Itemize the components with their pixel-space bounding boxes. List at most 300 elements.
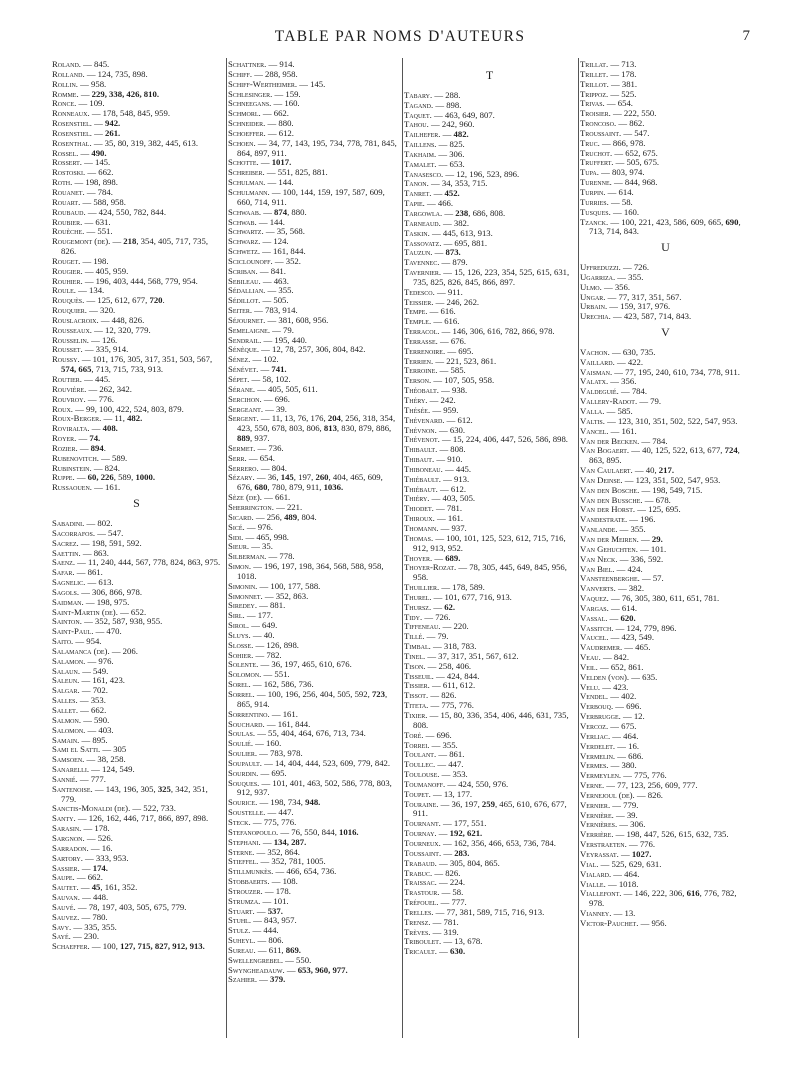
page-reference: — 355. bbox=[429, 739, 458, 750]
page-reference: — 702. bbox=[79, 685, 108, 696]
page-reference-bold: 894 bbox=[90, 442, 104, 453]
page-reference: — 423. bbox=[600, 681, 629, 692]
author-name: Tedesco. bbox=[404, 286, 435, 297]
page-reference: — 911. bbox=[434, 286, 463, 297]
page-reference: — 696. bbox=[423, 729, 452, 740]
page-reference: — 824. bbox=[91, 462, 120, 473]
author-name: Sherrington. bbox=[228, 501, 274, 512]
author-name: Thiéry. bbox=[404, 493, 430, 504]
author-name: Velden (von). bbox=[580, 671, 630, 682]
page-reference: — 39. bbox=[263, 403, 287, 414]
index-entry bbox=[404, 563, 576, 583]
page-reference-bold: 720 bbox=[149, 295, 163, 306]
author-name: Takhaim. bbox=[404, 148, 437, 159]
page-reference: — 161. bbox=[434, 513, 464, 524]
author-name: Théobalt. bbox=[404, 385, 439, 396]
author-name: Roubaud. bbox=[52, 206, 86, 217]
author-name: Triboulet. bbox=[404, 936, 442, 947]
author-name: Sieur. bbox=[228, 541, 250, 552]
page-reference: — 160. bbox=[610, 206, 640, 217]
author-name: Turenne. bbox=[580, 177, 612, 188]
author-name: Schmorl. bbox=[228, 108, 261, 119]
author-name: Verdelet. bbox=[580, 740, 616, 751]
page-reference: — 178. bbox=[608, 68, 637, 79]
page-reference: — bbox=[436, 828, 450, 839]
author-name: Thursz. bbox=[404, 601, 432, 612]
page-reference: — 736. bbox=[255, 442, 284, 453]
page-reference: — 16. bbox=[88, 842, 113, 853]
page-reference: — 76, 550, 844, bbox=[278, 826, 340, 837]
author-name: Rouvière. bbox=[52, 383, 87, 394]
page-reference: — 826. bbox=[634, 789, 663, 800]
author-name: Tillé. bbox=[404, 631, 425, 642]
page-reference: — 39. bbox=[613, 809, 638, 820]
author-name: Sagols. bbox=[52, 586, 80, 597]
page-reference: — 178. bbox=[262, 885, 291, 896]
page-reference: — 777. bbox=[77, 773, 106, 784]
page-reference-bold: 724 bbox=[724, 445, 738, 456]
author-name: Sureau. bbox=[228, 944, 256, 955]
author-name: Schotte. bbox=[228, 157, 259, 168]
author-name: Tagand. bbox=[404, 99, 434, 110]
page-reference: — 726. bbox=[422, 611, 451, 622]
author-name: Ronce. bbox=[52, 98, 77, 109]
page-reference: — 198, 447, 526, 615, 632, 735. bbox=[613, 829, 729, 840]
author-name: Rouslacroix. bbox=[52, 314, 99, 325]
author-name: Sercihon. bbox=[228, 393, 262, 404]
author-name: Terrasse. bbox=[404, 335, 438, 346]
author-name: Veyrassat. bbox=[580, 848, 619, 859]
page-reference: — 242, 960. bbox=[428, 119, 475, 130]
page-reference: — 783, 978. bbox=[257, 748, 303, 759]
page-reference: — 661. bbox=[261, 492, 291, 503]
author-name: Torrei. bbox=[404, 739, 430, 750]
author-name: Vandestrate. bbox=[580, 514, 628, 525]
author-name: Traissac. bbox=[404, 877, 437, 888]
page-reference: , 776, 782, 978. bbox=[589, 888, 737, 909]
page-reference: , 865, 914. bbox=[237, 689, 388, 709]
page-reference: — 12, 196, 523, 896. bbox=[443, 168, 520, 179]
page-reference: — 143, 196, 305, bbox=[92, 783, 158, 794]
page-reference: — 781. bbox=[430, 916, 459, 927]
author-name: Turpin. bbox=[580, 186, 606, 197]
page-reference: — bbox=[258, 364, 272, 375]
author-name: Rousset. bbox=[52, 344, 83, 355]
author-name: Vernier. bbox=[580, 799, 611, 810]
page-reference: , 465, 610, 676, 677, 911. bbox=[413, 798, 567, 819]
index-entry bbox=[52, 942, 222, 952]
page-reference: — bbox=[78, 88, 92, 99]
index-column-4 bbox=[580, 60, 752, 929]
author-name: Vanlande. bbox=[580, 524, 618, 535]
page-reference-bold: 689. bbox=[445, 552, 461, 563]
page-reference: — 305, 804, 865. bbox=[436, 857, 500, 868]
page-reference: — 352. bbox=[272, 255, 301, 266]
page-reference: — 355. bbox=[615, 271, 644, 282]
page-reference: , 713, 714, 843. bbox=[589, 216, 741, 237]
author-name: Van Gehuchten. bbox=[580, 543, 638, 554]
author-name: Savy. bbox=[52, 921, 72, 932]
page-reference: — 159, 317, 976. bbox=[607, 301, 671, 312]
author-name: Sénez. bbox=[228, 354, 251, 365]
page-reference: — 335, 914. bbox=[82, 344, 129, 355]
author-name: Soupault. bbox=[228, 757, 262, 768]
page-reference: — 146, 222, 306, bbox=[621, 888, 687, 899]
index-entry bbox=[228, 690, 400, 710]
author-name: Terracol. bbox=[404, 326, 440, 337]
page-reference: — 589. bbox=[98, 452, 128, 463]
page-reference: — 959. bbox=[430, 404, 459, 415]
page-reference: — 77, 195, 240, 610, 734, 778, 911. bbox=[612, 366, 740, 377]
author-name: Tarneaud. bbox=[404, 217, 441, 228]
author-name: Sciclounoff. bbox=[228, 255, 273, 266]
author-name: Salles. bbox=[52, 695, 78, 706]
author-name: Semelaigne. bbox=[228, 324, 270, 335]
page-number: 7 bbox=[742, 28, 750, 44]
author-name: Roubier. bbox=[52, 216, 83, 227]
author-name: Titeta. bbox=[404, 700, 429, 711]
author-name: Sédallian. bbox=[228, 285, 266, 296]
page-reference: — 11, 240, 444, 567, 778, 824, 863, 975. bbox=[75, 557, 221, 568]
author-name: Van Bogaert. bbox=[580, 445, 630, 456]
page-reference: — 162, 356, 466, 653, 736, 784. bbox=[440, 837, 556, 848]
author-name: Thomann. bbox=[404, 522, 439, 533]
page-reference: — 463, 649, 807. bbox=[431, 109, 495, 120]
page-reference: — 780. bbox=[79, 911, 108, 922]
author-name: Rouèche. bbox=[52, 226, 85, 237]
page-reference: — 775, 776. bbox=[428, 700, 474, 711]
author-name: Tixier. bbox=[404, 710, 428, 720]
page-reference: — 79. bbox=[637, 396, 662, 407]
index-entry bbox=[580, 218, 752, 238]
page-reference: — 445. bbox=[81, 374, 111, 384]
index-entry bbox=[52, 483, 222, 493]
author-name: Roux-Berger. bbox=[52, 413, 102, 424]
author-name: Sohier. bbox=[228, 649, 254, 660]
page-reference: — bbox=[110, 236, 124, 247]
author-name: Thoyer. bbox=[404, 552, 433, 563]
author-name: Toré. bbox=[404, 729, 424, 740]
author-name: Sergent. bbox=[228, 413, 259, 424]
page-reference: — 895. bbox=[79, 734, 108, 745]
page-reference: — 630, 735. bbox=[609, 346, 656, 357]
page-reference: — bbox=[79, 862, 93, 873]
page-reference: — 36, 197, bbox=[438, 798, 482, 809]
page-reference: — 448, 826. bbox=[98, 314, 145, 325]
page-reference: — 585. bbox=[604, 406, 633, 416]
page-reference: — 464. bbox=[611, 868, 640, 879]
author-name: Rubinstein. bbox=[52, 462, 92, 473]
page-reference: — 159. bbox=[272, 88, 301, 99]
page-reference: — bbox=[284, 964, 298, 975]
author-name: Rousselin. bbox=[52, 334, 89, 345]
page-reference: — 630. bbox=[436, 424, 466, 435]
author-name: Ulmo. bbox=[580, 281, 602, 292]
page-reference: — 356. bbox=[601, 281, 631, 292]
page-reference: — 447. bbox=[265, 807, 294, 818]
author-name: Taskin. bbox=[404, 227, 430, 238]
page-reference: . bbox=[103, 442, 106, 453]
author-name: Suheyl. bbox=[228, 935, 256, 946]
page-reference: — 958. bbox=[77, 78, 107, 89]
page-reference: — 826. bbox=[432, 867, 461, 878]
author-name: Vassal. bbox=[580, 612, 608, 623]
page-reference: — 551. bbox=[84, 226, 113, 237]
author-name: Roland. bbox=[52, 59, 81, 69]
page-reference: — 423, 549. bbox=[608, 632, 655, 643]
author-name: Terrien. bbox=[404, 355, 434, 366]
page-reference: — 631. bbox=[82, 216, 111, 227]
page-reference: — 549. bbox=[80, 665, 109, 676]
page-reference-bold: 873. bbox=[445, 247, 461, 258]
page-reference: — 783, 914. bbox=[252, 305, 298, 316]
page-reference: — 782. bbox=[253, 649, 282, 660]
page-reference: — 652, 861. bbox=[597, 661, 644, 672]
author-name: Sassier. bbox=[52, 862, 80, 873]
author-name: Sépet. bbox=[228, 374, 250, 384]
author-name: Vaisman. bbox=[580, 366, 613, 377]
column-rule bbox=[402, 58, 403, 1038]
author-name: Rougemont (de). bbox=[52, 236, 111, 247]
author-name: Sézary. bbox=[228, 472, 255, 483]
author-name: Vachon. bbox=[580, 346, 610, 357]
page-reference: — 696. bbox=[613, 701, 642, 712]
page-reference: — 79. bbox=[424, 631, 449, 642]
author-name: Truc. bbox=[580, 137, 600, 148]
page-reference: — 335, 355. bbox=[71, 921, 117, 932]
page-reference-bold: 45 bbox=[91, 882, 101, 893]
page-reference: — 616. bbox=[427, 306, 456, 317]
page-reference: — 910. bbox=[434, 454, 463, 465]
page-reference: — 826. bbox=[428, 690, 457, 701]
page-reference: — 101, 677, 716, 913. bbox=[431, 591, 512, 602]
author-name: Sidi. bbox=[228, 531, 244, 542]
page-reference: , 780, 879, 911, bbox=[267, 482, 324, 493]
page-reference: — 123, 310, 351, 502, 522, 547, 953. bbox=[604, 415, 738, 426]
author-name: Stephani. bbox=[228, 836, 261, 847]
page-reference: — 305 bbox=[100, 744, 127, 755]
page-reference: — bbox=[74, 472, 88, 483]
page-reference: — 195, 440. bbox=[261, 334, 307, 345]
author-name: Tzanck. bbox=[580, 216, 609, 227]
page-reference: — bbox=[442, 207, 456, 218]
page-reference: — 465, 998. bbox=[243, 531, 289, 542]
author-name: Sabadini. bbox=[52, 517, 85, 528]
page-reference: — bbox=[260, 836, 274, 847]
author-name: Sicé. bbox=[228, 521, 245, 532]
author-name: Terrenoire. bbox=[404, 345, 446, 356]
page-reference: — 34, 353, 715. bbox=[428, 178, 488, 189]
index-entry bbox=[228, 473, 400, 493]
page-reference: — 612. bbox=[437, 483, 467, 494]
page-reference: — 356. bbox=[608, 376, 637, 387]
page-reference: — 35, 80, 319, 382, 445, 613. bbox=[91, 137, 199, 148]
author-name: Ugarriza. bbox=[580, 271, 616, 282]
author-name: Rousseaux. bbox=[52, 324, 92, 335]
author-name: Sédillot. bbox=[228, 295, 261, 306]
page-reference-bold: 1016. bbox=[339, 826, 359, 837]
author-name: Souques. bbox=[228, 777, 260, 788]
author-name: Victor-Pauchet. bbox=[580, 917, 639, 928]
index-entry bbox=[52, 785, 222, 805]
page-reference: — bbox=[257, 974, 271, 985]
author-name: Thévenot. bbox=[404, 434, 440, 445]
author-name: Souchard. bbox=[228, 718, 265, 729]
page-reference: — bbox=[440, 129, 454, 140]
page-reference-bold: 616 bbox=[686, 888, 700, 899]
author-name: Tauzun. bbox=[404, 247, 433, 258]
page-reference: — 611, 612. bbox=[429, 680, 476, 691]
page-reference: — 686. bbox=[615, 750, 644, 761]
page-reference: — 382. bbox=[440, 217, 470, 228]
author-name: Veau. bbox=[580, 652, 601, 663]
author-name: Tamalet. bbox=[404, 158, 437, 169]
page-reference: — 198, 549, 715. bbox=[639, 484, 703, 495]
author-name: Slosse. bbox=[228, 639, 254, 650]
author-name: Thibault. bbox=[404, 444, 438, 455]
page-reference: — 58, 102. bbox=[249, 374, 291, 384]
page-reference: , 161, 352. bbox=[100, 882, 138, 893]
author-name: Thurel. bbox=[404, 591, 432, 602]
page-reference: — 695. bbox=[258, 767, 287, 778]
page-reference: — bbox=[432, 247, 446, 258]
page-reference: — 161. bbox=[608, 425, 637, 436]
page-reference-bold: 889 bbox=[237, 433, 251, 444]
author-name: Sorel. bbox=[228, 679, 251, 690]
author-name: Salamon. bbox=[52, 655, 86, 666]
page-reference: , 863, 895. bbox=[589, 445, 740, 466]
page-reference: — 465. bbox=[622, 642, 651, 653]
author-name: Schwarz. bbox=[228, 236, 261, 247]
page-reference: — 652. bbox=[117, 606, 147, 617]
page-reference-bold: 537. bbox=[267, 905, 283, 916]
author-name: Van der Meiren. bbox=[580, 533, 639, 544]
page-reference-bold: 60, 226 bbox=[87, 472, 114, 483]
author-name: Toussaint. bbox=[404, 847, 442, 858]
author-name: Sanarelli. bbox=[52, 764, 89, 775]
author-name: Toupet. bbox=[404, 788, 431, 799]
index-entry bbox=[580, 446, 752, 466]
page-reference: — bbox=[432, 552, 446, 563]
page-reference: , 804. bbox=[297, 511, 317, 522]
author-name: Tanret. bbox=[404, 188, 432, 199]
page-reference: — 616. bbox=[431, 316, 460, 327]
author-name: Sainton. bbox=[52, 616, 82, 627]
page-reference: — 505, 675. bbox=[613, 157, 660, 168]
page-reference: — 662. bbox=[74, 872, 103, 883]
page-reference: — 784. bbox=[618, 386, 648, 397]
page-reference: . bbox=[162, 295, 165, 306]
page-reference: — 845. bbox=[80, 59, 110, 69]
page-reference-bold: 1017. bbox=[271, 157, 292, 168]
page-reference: — 588, 958. bbox=[80, 196, 126, 207]
page-reference-bold: 680 bbox=[254, 482, 268, 493]
page-reference: — 881. bbox=[257, 600, 286, 611]
author-name: Russaouen. bbox=[52, 482, 92, 493]
author-name: Tournant. bbox=[404, 818, 441, 829]
page-reference: — 547. bbox=[95, 527, 124, 538]
page-reference-bold: 174. bbox=[92, 862, 108, 873]
page-reference: — 100, 196, 256, 404, 505, 592, bbox=[254, 689, 372, 699]
page-reference: — 38, 258. bbox=[84, 754, 126, 765]
page-reference: — 221. bbox=[273, 501, 303, 512]
author-name: Stuart. bbox=[228, 905, 255, 916]
page-reference-bold: 134, 287. bbox=[273, 836, 307, 847]
page-reference-bold: 283. bbox=[454, 847, 470, 858]
page-reference: — 505. bbox=[260, 295, 289, 306]
author-name: Sterne. bbox=[228, 846, 255, 857]
page-reference: — 126. bbox=[88, 334, 118, 345]
index-entry bbox=[404, 947, 576, 957]
page-reference-bold: 260 bbox=[315, 472, 329, 483]
author-name: Taquet. bbox=[404, 109, 432, 120]
page-reference: — 422. bbox=[614, 356, 644, 367]
page-reference: — 77, 123, 256, 609, 777. bbox=[604, 780, 698, 791]
page-reference: — 306. bbox=[617, 819, 646, 830]
page-reference: — 775, 776. bbox=[250, 816, 297, 827]
author-name: Saupe. bbox=[52, 872, 75, 883]
author-name: Scriban. bbox=[228, 265, 258, 276]
author-name: Tailhefer. bbox=[404, 129, 441, 140]
page-reference: — 775, 776. bbox=[621, 770, 667, 781]
author-name: Samain. bbox=[52, 734, 80, 745]
page-reference-bold: 574, 665 bbox=[61, 364, 92, 375]
author-name: Tiffeneau. bbox=[404, 621, 441, 632]
author-name: Terroine. bbox=[404, 365, 438, 376]
author-name: Vernières. bbox=[580, 819, 618, 830]
page-reference: — 551, 825, 881. bbox=[264, 167, 328, 178]
page-reference: — 34, 77, 143, 195, 734, 778, 781, 845, 864, 897, 911. bbox=[237, 137, 397, 158]
author-name: Tabary. bbox=[404, 89, 433, 100]
author-name: Vial. bbox=[580, 858, 599, 869]
page-reference-bold: 452. bbox=[444, 188, 460, 199]
page-reference: — 861. bbox=[74, 567, 103, 578]
author-name: Sénévet. bbox=[228, 364, 259, 375]
author-name: Trelles. bbox=[404, 906, 434, 917]
author-name: Schwetz. bbox=[228, 246, 260, 257]
author-name: Verliac. bbox=[580, 730, 611, 741]
page-reference: — 590. bbox=[81, 714, 110, 725]
page-reference: — 12, 320, 779. bbox=[91, 324, 151, 335]
author-name: Tison. bbox=[404, 660, 426, 671]
author-name: Sacorrafos. bbox=[52, 527, 96, 538]
author-name: Trastour. bbox=[404, 887, 440, 898]
author-name: Sendrail. bbox=[228, 334, 262, 345]
page-reference: — 352, 863. bbox=[262, 590, 309, 601]
page-reference: — 803, 974. bbox=[598, 167, 645, 178]
page-reference: — 954. bbox=[73, 636, 102, 647]
author-name: Schneider. bbox=[228, 118, 266, 129]
author-name: Saito. bbox=[52, 636, 74, 647]
author-name: Trillat. bbox=[580, 59, 609, 69]
author-name: Sirol. bbox=[228, 620, 250, 631]
author-name: Schneegans. bbox=[228, 98, 272, 109]
page-reference: — 79. bbox=[270, 324, 294, 335]
author-name: Troussaint. bbox=[580, 127, 622, 138]
author-name: Rouanet. bbox=[52, 186, 85, 197]
author-name: Timbal. bbox=[404, 641, 431, 652]
author-name: Vialard. bbox=[580, 868, 612, 879]
author-name: Toullec. bbox=[404, 759, 436, 770]
page-reference: — 696. bbox=[261, 393, 290, 404]
page-reference: — 879. bbox=[439, 257, 468, 268]
page-reference: — 776. bbox=[85, 393, 114, 404]
author-name: Vaucel. bbox=[580, 632, 609, 643]
page-reference: — 352, 864. bbox=[254, 846, 300, 857]
author-name: Thiébault. bbox=[404, 473, 441, 484]
page-reference: — 76, 305, 380, 611, 651, 781. bbox=[608, 593, 720, 604]
page-reference: — 161, 844. bbox=[260, 246, 306, 257]
